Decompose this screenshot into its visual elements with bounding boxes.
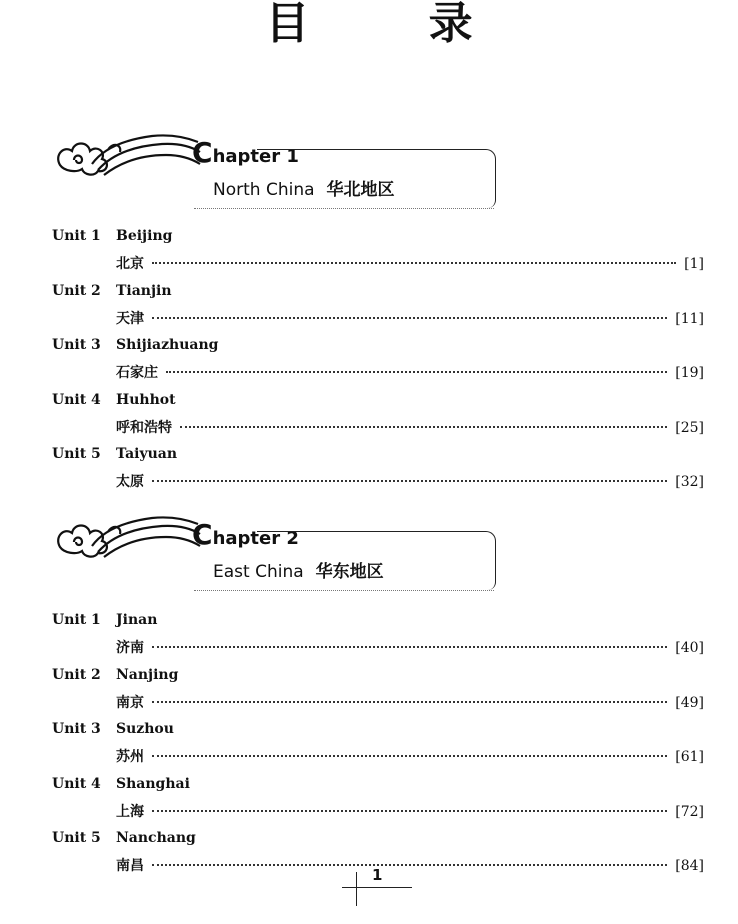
- page-number: [40]: [675, 640, 704, 656]
- folio-number: 1: [372, 866, 383, 884]
- toc-entry[interactable]: [52, 444, 704, 499]
- toc-entry[interactable]: [52, 610, 704, 665]
- chapter-initial: C: [192, 136, 213, 169]
- page-number: [25]: [675, 419, 704, 436]
- unit-label: Unit 1: [52, 228, 101, 244]
- toc-line: [116, 746, 704, 766]
- dot-leader: [152, 317, 667, 319]
- toc-line: [116, 253, 704, 273]
- unit-label: Unit 4: [52, 775, 101, 792]
- chapter-1-header: [52, 112, 497, 204]
- unit-name: Tianjin: [116, 282, 172, 299]
- dot-leader: [152, 646, 667, 648]
- page-number: [32]: [675, 474, 704, 490]
- unit-name-cn: 南京: [116, 694, 144, 711]
- unit-name-cn: 上海: [116, 803, 144, 820]
- chapter-region-zh: 华北地区: [326, 180, 395, 200]
- unit-name: Nanchang: [116, 830, 196, 846]
- unit-name-cn: 太原: [116, 474, 144, 490]
- chapter-frame-bottom: [194, 590, 494, 591]
- unit-name-cn: 北京: [116, 256, 144, 272]
- chapter-2-units: [52, 610, 704, 883]
- page-title: 目 录: [265, 0, 525, 49]
- toc-line: [116, 692, 704, 712]
- dot-leader: [152, 755, 667, 757]
- chapter-subtitle: [213, 175, 395, 200]
- unit-name-cn: 天津: [116, 310, 144, 327]
- dot-leader: [152, 480, 667, 482]
- toc-line: [116, 362, 704, 382]
- dot-leader: [152, 810, 667, 812]
- chapter-region-zh: 华东地区: [315, 562, 384, 582]
- unit-name: Shijiazhuang: [116, 337, 219, 353]
- page-number: [11]: [675, 310, 704, 327]
- unit-name-cn: 苏州: [116, 749, 144, 765]
- toc-line: [116, 637, 704, 657]
- chapter-2-header: [52, 494, 497, 586]
- unit-name-cn: 南昌: [116, 858, 144, 874]
- page-number: [1]: [684, 256, 704, 272]
- toc-line: [116, 308, 704, 328]
- dot-leader: [180, 426, 667, 428]
- unit-name: Shanghai: [116, 775, 190, 792]
- unit-name: Suzhou: [116, 721, 174, 737]
- toc-entry[interactable]: [52, 774, 704, 829]
- unit-name: Beijing: [116, 228, 173, 244]
- unit-name: Jinan: [116, 612, 158, 628]
- toc-entry[interactable]: [52, 390, 704, 445]
- toc-line: [116, 471, 704, 491]
- unit-label: Unit 4: [52, 391, 101, 408]
- chapter-heading-text: hapter 2: [212, 528, 299, 549]
- toc-line: [116, 417, 704, 437]
- dot-leader: [152, 262, 676, 264]
- unit-label: Unit 1: [52, 612, 101, 628]
- unit-label: Unit 5: [52, 830, 101, 846]
- unit-label: Unit 3: [52, 337, 101, 353]
- toc-entry[interactable]: [52, 719, 704, 774]
- chapter-subtitle: [213, 557, 384, 582]
- unit-label: Unit 2: [52, 282, 101, 299]
- unit-name: Huhhot: [116, 391, 176, 408]
- unit-name-cn: 呼和浩特: [116, 419, 172, 436]
- chapter-1-units: [52, 226, 704, 499]
- dot-leader: [152, 701, 667, 703]
- chapter-initial: C: [192, 518, 213, 551]
- cloud-ornament-icon: [52, 502, 202, 562]
- unit-name-cn: 济南: [116, 640, 144, 656]
- cloud-ornament-icon: [52, 120, 202, 180]
- unit-label: Unit 3: [52, 721, 101, 737]
- chapter-region-en: East China: [213, 562, 304, 582]
- unit-name: Taiyuan: [116, 446, 178, 462]
- dot-leader: [166, 371, 667, 373]
- toc-entry[interactable]: [52, 281, 704, 336]
- unit-label: Unit 2: [52, 666, 101, 683]
- toc-line: [116, 801, 704, 821]
- folio-mark: [356, 872, 357, 906]
- page-number: [72]: [675, 803, 704, 820]
- toc-entry[interactable]: [52, 335, 704, 390]
- chapter-region-en: North China: [213, 180, 315, 200]
- chapter-heading-text: hapter 1: [212, 146, 299, 167]
- toc-entry[interactable]: [52, 665, 704, 720]
- unit-name-cn: 石家庄: [116, 365, 158, 381]
- chapter-frame-bottom: [194, 208, 494, 209]
- page-number: [61]: [675, 749, 704, 765]
- toc-entry[interactable]: [52, 226, 704, 281]
- page-number: [84]: [675, 858, 704, 874]
- page-number: [49]: [675, 694, 704, 711]
- page-folio: [342, 866, 412, 906]
- page-number: [19]: [675, 365, 704, 381]
- unit-name: Nanjing: [116, 666, 179, 683]
- unit-label: Unit 5: [52, 446, 101, 462]
- folio-rule: [342, 887, 412, 888]
